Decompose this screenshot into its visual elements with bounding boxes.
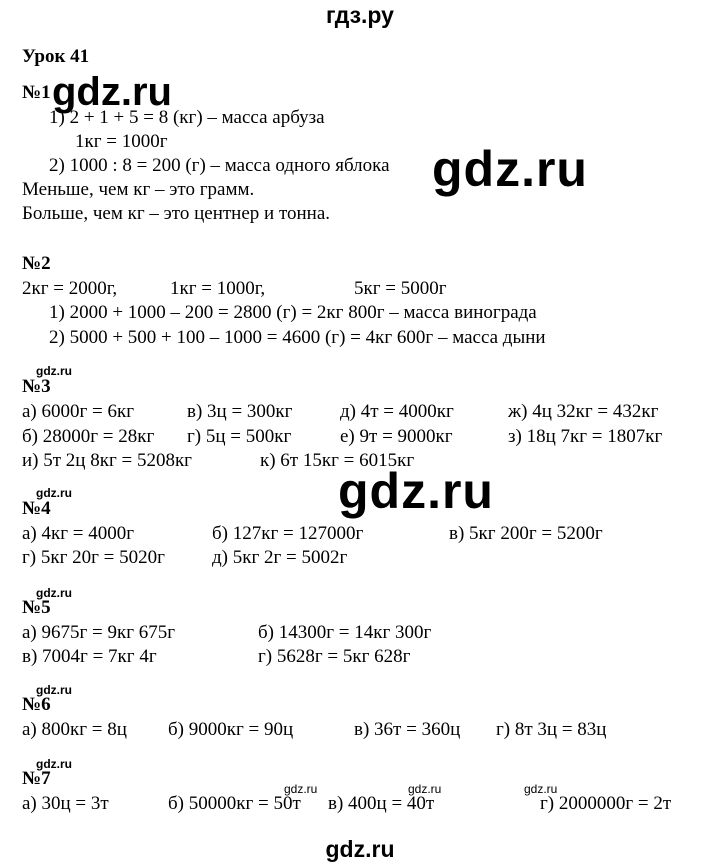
task-6-b: б) 9000кг = 90ц — [168, 719, 294, 740]
task-7-label: №7 — [22, 768, 51, 789]
task-6-label: №6 — [22, 694, 51, 715]
task-5-label: №5 — [22, 597, 51, 618]
task-6-a: а) 800кг = 8ц — [22, 719, 127, 740]
watermark-small: gdz.ru — [36, 757, 72, 771]
task-2-line-1: 1) 2000 + 1000 – 200 = 2800 (г) = 2кг 800г – масса винограда — [49, 302, 537, 323]
task-3-d: д) 4т = 4000кг — [340, 401, 454, 422]
task-3-e: е) 9т = 9000кг — [340, 426, 453, 447]
task-3-z: з) 18ц 7кг = 1807кг — [508, 426, 663, 447]
watermark-logo: gdz.ru — [432, 141, 588, 197]
watermark-small: gdz.ru — [36, 683, 72, 697]
task-7-g: г) 2000000г = 2т — [540, 793, 672, 814]
task-5-v: в) 7004г = 7кг 4г — [22, 646, 157, 667]
watermark-small: gdz.ru — [36, 364, 72, 378]
task-3-a: а) 6000г = 6кг — [22, 401, 135, 422]
task-4-d: д) 5кг 2г = 5002г — [212, 547, 348, 568]
watermark-small: gdz.ru — [284, 782, 318, 796]
task-1-line-2: 1кг = 1000г — [75, 131, 168, 152]
task-2-conv-1: 2кг = 2000г, — [22, 278, 118, 299]
task-6-v: в) 36т = 360ц — [354, 719, 461, 740]
task-4-v: в) 5кг 200г = 5200г — [449, 523, 603, 544]
task-7-b: б) 50000кг = 50т — [168, 793, 301, 814]
task-5-g: г) 5628г = 5кг 628г — [258, 646, 411, 667]
task-1-label: №1 — [22, 82, 51, 103]
task-3-g: г) 5ц = 500кг — [187, 426, 292, 447]
task-4-label: №4 — [22, 498, 51, 519]
task-3-i: и) 5т 2ц 8кг = 5208кг — [22, 450, 192, 471]
watermark-small: gdz.ru — [408, 782, 442, 796]
task-4-a: а) 4кг = 4000г — [22, 523, 135, 544]
task-1-line-1: 1) 2 + 1 + 5 = 8 (кг) – масса арбуза — [49, 107, 325, 128]
task-2-label: №2 — [22, 253, 51, 274]
task-6-g: г) 8т 3ц = 83ц — [496, 719, 607, 740]
task-3-zh: ж) 4ц 32кг = 432кг — [508, 401, 659, 422]
watermark-logo: gdz.ru — [52, 70, 172, 114]
task-7-v: в) 400ц = 40т — [328, 793, 435, 814]
task-1-line-4: Меньше, чем кг – это грамм. — [22, 179, 255, 200]
task-5-b: б) 14300г = 14кг 300г — [258, 622, 432, 643]
task-1-line-3: 2) 1000 : 8 = 200 (г) – масса одного яблока — [49, 155, 390, 176]
site-footer: gdz.ru — [325, 836, 395, 862]
watermark-small: gdz.ru — [36, 486, 72, 500]
task-3-k: к) 6т 15кг = 6015кг — [260, 450, 415, 471]
task-5-a: а) 9675г = 9кг 675г — [22, 622, 176, 643]
watermark-small: gdz.ru — [36, 586, 72, 600]
task-3-label: №3 — [22, 376, 51, 397]
lesson-title: Урок 41 — [22, 46, 90, 67]
task-2-conv-3: 5кг = 5000г — [354, 278, 447, 299]
task-3-b: б) 28000г = 28кг — [22, 426, 155, 447]
task-7-a: а) 30ц = 3т — [22, 793, 109, 814]
task-2-conv-2: 1кг = 1000г, — [170, 278, 266, 299]
task-4-g: г) 5кг 20г = 5020г — [22, 547, 165, 568]
watermark-logo: gdz.ru — [338, 463, 494, 519]
watermark-small: gdz.ru — [524, 782, 558, 796]
task-4-b: б) 127кг = 127000г — [212, 523, 364, 544]
task-1-line-5: Больше, чем кг – это центнер и тонна. — [22, 203, 331, 224]
task-3-v: в) 3ц = 300кг — [187, 401, 293, 422]
site-header: гдз.ру — [326, 2, 394, 28]
task-2-line-2: 2) 5000 + 500 + 100 – 1000 = 4600 (г) = 4кг 600г – масса дыни — [49, 327, 546, 348]
